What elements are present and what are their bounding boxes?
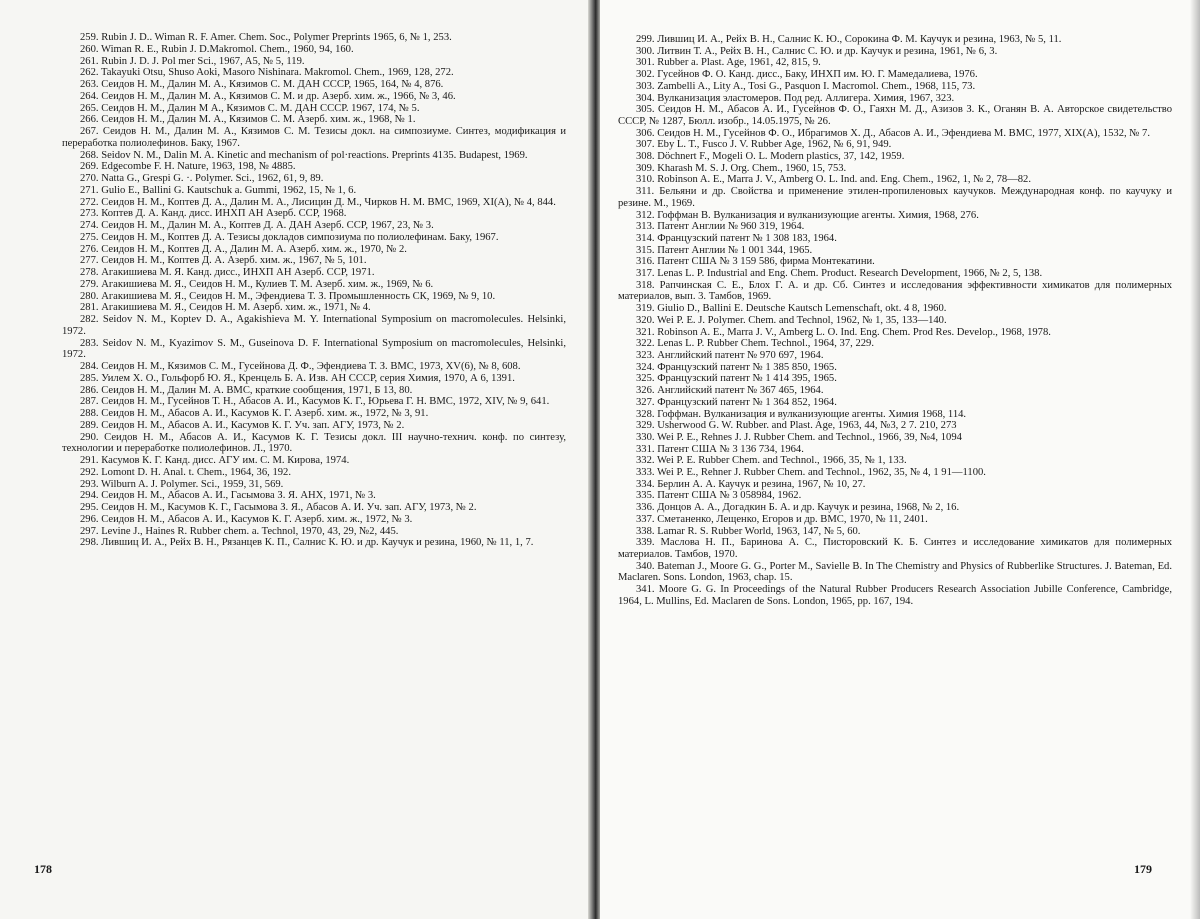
reference-entry: 339. Маслова Н. П., Баринова А. С., Писторовский К. Б. Синтез и исследование химикатов для полимерных материалов. Тамбов, 1970. (618, 537, 1172, 560)
reference-entry: 298. Лившиц И. А., Рейх В. Н., Рязанцев К. П., Салнис К. Ю. и др. Каучук и резина, 1960, № 11, 1, 7. (80, 537, 534, 549)
right-page-number: 179 (1134, 862, 1152, 876)
reference-entry: 278. Агакишиева М. Я. Канд. дисс., ИНХП АН Азерб. ССР, 1971. (80, 267, 375, 278)
reference-entry: 259. Rubin J. D.. Wiman R. F. Amer. Chem. Soc., Polymer Preprints 1965, 6, № 1, 253. (80, 32, 452, 43)
left-page-number: 178 (34, 862, 52, 876)
reference-entry: 325. Французский патент № 1 414 395, 1965. (636, 373, 837, 385)
reference-entry: 334. Берлин А. А. Каучук и резина, 1967, № 10, 27. (636, 478, 866, 490)
reference-entry: 282. Seidov N. M., Koptev D. A., Agakishieva M. Y. International Symposium on macromolecules. Helsinki, 1972. (62, 314, 566, 337)
reference-entry: 331. Патент США № 3 136 734, 1964. (636, 443, 804, 455)
reference-entry: 333. Wei P. E., Rehner J. Rubber Chem. and Technol., 1962, 35, № 4, 1 91—1100. (636, 467, 986, 479)
reference-entry: 305. Сеидов Н. М., Абасов А. И., Гусейнов Ф. О., Гаяхн М. Д., Азизов З. К., Оганян В. А. Авторское свидетельство СССР, № 1287, Бюлл. изобр., 14.05.1975, № 26. (618, 104, 1172, 127)
reference-entry: 302. Гусейнов Ф. О. Канд. дисс., Баку, ИНХП им. Ю. Г. Мамедалиева, 1976. (636, 69, 978, 81)
reference-entry: 273. Коптев Д. А. Канд. дисс. ИНХП АН Азерб. ССР, 1968. (80, 208, 347, 220)
reference-entry: 289. Сеидов Н. М., Абасов А. И., Касумов К. Г. Уч. зап. АГУ, 1973, № 2. (80, 419, 405, 431)
reference-entry: 324. Французский патент № 1 385 850, 1965. (636, 361, 837, 373)
reference-entry: 264. Сеидов Н. М., Далин М. А., Кязимов С. М. и др. Азерб. хим. ж., 1966, № 3, 46. (80, 90, 456, 102)
reference-entry: 286. Сеидов Н. М., Далин М. А. ВМС, краткие сообщения, 1971, Б 13, 80. (80, 384, 413, 396)
reference-entry: 262. Takayuki Otsu, Shuso Aoki, Masoro Nishinara. Makromol. Chem., 1969, 128, 272. (80, 67, 454, 79)
reference-entry: 322. Lenas L. P. Rubber Chem. Technol., 1964, 37, 229. (636, 338, 874, 350)
reference-entry: 309. Kharash M. S. J. Org. Chem., 1960, 15, 753. (636, 162, 847, 174)
left-reference-list (62, 32, 566, 549)
reference-entry: 276. Сеидов Н. М., Коптев Д. А., Далин М. А. Азерб. хим. ж., 1970, № 2. (80, 243, 407, 255)
reference-entry: 272. Сеидов Н. М., Коптев Д. А., Далин М. А., Лисицин Д. М., Чирков Н. М. ВМС, 1969, XI(A), № 4, 844. (80, 196, 556, 208)
reference-entry: 290. Сеидов Н. М., Абасов А. И., Касумов К. Г. Тезисы докл. III научно-технич. конф. по синтезу, технологии и переработке полиолефинов. Л., 1970. (62, 431, 566, 455)
reference-entry: 267. Сеидов Н. М., Далин М. А., Кязимов С. М. Тезисы докл. на симпозиуме. Синтез, модификация и переработка полиолефинов. Баку, 1967. (62, 126, 566, 149)
reference-entry: 332. Wei P. E. Rubber Chem. and Technol., 1966, 35, № 1, 133. (636, 455, 907, 467)
reference-entry: 297. Levine J., Haines R. Rubber chem. a. Technol, 1970, 43, 29, №2, 445. (80, 525, 399, 537)
reference-entry: 268. Seidov N. M., Dalin M. A. Kinetic and mechanism of pol·reactions. Preprints 4135. Budapest, 1969. (80, 149, 528, 161)
reference-entry: 341. Moore G. G. In Proceedings of the Natural Rubber Producers Research Association Jubille Conference, Cambridge, 1964, L. Mullins, Ed. Maclaren de Sons. London, 1965, pp. 167, 194. (618, 584, 1172, 607)
reference-entry: 308. Döchnert F., Mogeli O. L. Modern plastics, 37, 142, 1959. (636, 151, 905, 163)
reference-entry: 337. Сметаненко, Лещенко, Егоров и др. ВМС, 1970, № 11, 2401. (636, 513, 928, 525)
reference-entry: 304. Вулканизация эластомеров. Под ред. Аллигера. Химия, 1967, 323. (636, 92, 955, 104)
reference-entry: 285. Уилем Х. О., Гольфорб Ю. Я., Кренцель Б. А. Изв. АН СССР, серия Химия, 1970, А 6, 1391. (80, 372, 515, 384)
reference-entry: 321. Robinson A. E., Marra J. V., Amberg L. O. Ind. Eng. Chem. Prod Res. Develop., 1968, 1978. (636, 326, 1051, 338)
reference-entry: 335. Патент США № 3 058984, 1962. (636, 490, 802, 502)
right-page (600, 0, 1200, 919)
reference-entry: 315. Патент Англии № 1 001 344, 1965. (636, 244, 813, 256)
reference-entry: 271. Gulio E., Ballini G. Kautschuk a. Gummi, 1962, 15, № 1, 6. (80, 184, 357, 196)
reference-entry: 288. Сеидов Н. М., Абасов А. И., Касумов К. Г. Азерб. хим. ж., 1972, № 3, 91. (80, 408, 429, 419)
reference-entry: 323. Английский патент № 970 697, 1964. (636, 349, 824, 361)
reference-entry: 317. Lenas L. P. Industrial and Eng. Chem. Product. Research Development, 1966, № 2, 5, 138. (636, 268, 1043, 280)
reference-entry: 316. Патент США № 3 159 586, фирма Монтекатини. (636, 256, 875, 268)
reference-entry: 327. Французский патент № 1 364 852, 1964. (636, 396, 837, 408)
reference-entry: 311. Бельяни и др. Свойства и применение этилен-пропиленовых каучуков. Международная конф. по каучуку и резине. М., 1969. (618, 186, 1172, 209)
reference-entry: 293. Wilburn A. J. Polymer. Sci., 1959, 31, 569. (80, 478, 284, 490)
reference-entry: 300. Литвин Т. А., Рейх В. Н., Салнис С. Ю. и др. Каучук и резина, 1961, № 6, 3. (636, 45, 998, 57)
reference-entry: 287. Сеидов Н. М., Гусейнов Т. Н., Абасов А. И., Касумов К. Г., Юрьева Г. Н. ВМС, 1972, XIV, № 9, 641. (80, 396, 550, 408)
reference-entry: 280. Агакишиева М. Я., Сеидов Н. М., Эфендиева Т. З. Промышленность СК, 1969, № 9, 10. (80, 290, 496, 302)
page-edge-shadow (1190, 0, 1200, 919)
reference-entry: 294. Сеидов Н. М., Абасов А. И., Гасымова З. Я. АНХ, 1971, № 3. (80, 490, 376, 502)
reference-entry: 274. Сеидов Н. М., Далин М. А., Коптев Д. А. ДАН Азерб. ССР, 1967, 23, № 3. (80, 220, 434, 231)
reference-entry: 265. Сеидов Н. М., Далин М А., Кязимов С. М. ДАН СССР. 1967, 174, № 5. (80, 102, 420, 114)
reference-entry: 277. Сеидов Н. М., Коптев Д. А. Азерб. хим. ж., 1967, № 5, 101. (80, 255, 367, 267)
reference-entry: 263. Сеидов Н. М., Далин М. А., Кязимов С. М. ДАН СССР, 1965, 164, № 4, 876. (80, 79, 444, 90)
reference-entry: 295. Сеидов Н. М., Касумов К. Г., Гасымова З. Я., Абасов А. И. Уч. зап. АГУ, 1973, № 2. (80, 502, 477, 513)
reference-entry: 336. Донцов А. А., Догадкин Б. А. и др. Каучук и резина, 1968, № 2, 16. (636, 502, 960, 514)
reference-entry: 312. Гоффман В. Вулканизация и вулканизующие агенты. Химия, 1968, 276. (636, 209, 979, 221)
reference-entry: 320. Wei P. E. J. Polymer. Chem. and Technol, 1962, № 1, 35, 133—140. (636, 314, 947, 326)
reference-entry: 340. Bateman J., Moore G. G., Porter M., Savielle B. In The Chemistry and Physics of Rubberlike Structures. J. Bateman, Ed. Maclaren. Sons. London, 1963, chap. 15. (618, 560, 1172, 584)
reference-entry: 328. Гоффман. Вулканизация и вулканизующие агенты. Химия 1968, 114. (636, 408, 967, 420)
reference-entry: 307. Eby L. T., Fusco J. V. Rubber Age, 1962, № 6, 91, 949. (636, 139, 892, 151)
reference-entry: 260. Wiman R. E., Rubin J. D.Makromol. Chem., 1960, 94, 160. (80, 43, 354, 55)
reference-entry: 269. Edgecombe F. H. Nature, 1963, 198, № 4885. (80, 161, 296, 173)
left-page (0, 0, 590, 919)
reference-entry: 306. Сеидов Н. М., Гусейнов Ф. О., Ибрагимов Х. Д., Абасов А. И., Эфендиева М. ВМС, 1977, XIX(A), 1532, № 7. (636, 127, 1150, 139)
reference-entry: 275. Сеидов Н. М., Коптев Д. А. Тезисы докладов симпозиума по полиолефинам. Баку, 1967. (80, 231, 499, 243)
reference-entry: 261. Rubin J. D. J. Pol mer Sci., 1967, A5, № 5, 119. (80, 55, 305, 67)
reference-entry: 270. Natta G., Grespi G. ·. Polymer. Sci., 1962, 61, 9, 89. (80, 173, 324, 184)
reference-entry: 326. Английский патент № 367 465, 1964. (636, 385, 824, 397)
reference-entry: 310. Robinson A. E., Marra J. V., Amberg O. L. Ind. and. Eng. Chem., 1962, 1, № 2, 78—82. (636, 174, 1031, 186)
reference-entry: 266. Сеидов Н. М., Далин М. А., Кязимов С. М. Азерб. хим. ж., 1968, № 1. (80, 114, 416, 126)
reference-entry: 279. Агакишиева М. Я., Сеидов Н. М., Кулиев Т. М. Азерб. хим. ж., 1969, № 6. (80, 278, 434, 290)
reference-entry: 284. Сеидов Н. М., Кязимов С. М., Гусейнова Д. Ф., Эфендиева Т. З. ВМС, 1973, XV(6), № 8, 608. (80, 361, 521, 372)
reference-entry: 313. Патент Англии № 960 319, 1964. (636, 221, 805, 233)
reference-entry: 296. Сеидов Н. М., Абасов А. И., Касумов К. Г. Азерб. хим. ж., 1972, № 3. (80, 513, 413, 525)
reference-entry: 330. Wei P. E., Rehnes J. J. Rubber Chem. and Technol., 1966, 39, №4, 1094 (636, 431, 962, 443)
right-reference-list (618, 34, 1172, 607)
reference-entry: 314. Французский патент № 1 308 183, 1964. (636, 232, 837, 244)
reference-entry: 291. Касумов К. Г. Канд. дисс. АГУ им. С. М. Кирова, 1974. (80, 455, 350, 466)
reference-entry: 329. Usherwood G. W. Rubber. and Plast. Age, 1963, 44, №3, 2 7. 210, 273 (636, 420, 957, 432)
reference-entry: 283. Seidov N. M., Kyazimov S. M., Guseinova D. F. International Symposium on macromolecules, Helsinki, 1972. (62, 337, 566, 361)
reference-entry: 281. Агакишиева М. Я., Сеидов Н. М. Азерб. хим. ж., 1971, № 4. (80, 302, 371, 314)
reference-entry: 299. Лившиц И. А., Рейх В. Н., Салнис К. Ю., Сорокина Ф. М. Каучук и резина, 1963, № 5, 11. (636, 34, 1062, 45)
reference-entry: 338. Lamar R. S. Rubber World, 1963, 147, № 5, 60. (636, 525, 861, 537)
reference-entry: 318. Рапчинская С. Е., Блох Г. А. и др. Сб. Синтез и исследования эффективности химикатов для полимерных материалов, вып. 3. Тамбов, 1969. (618, 279, 1172, 303)
reference-entry: 303. Zambelli A., Lity A., Tosi G., Pasquon I. Macromol. Chem., 1968, 115, 73. (636, 80, 976, 92)
reference-entry: 292. Lomont D. H. Anal. t. Chem., 1964, 36, 192. (80, 466, 291, 478)
reference-entry: 319. Giulio D., Ballini E. Deutsche Kautsch Lemenschaft, okt. 4 8, 1960. (636, 303, 947, 315)
reference-entry: 301. Rubber a. Plast. Age, 1961, 42, 815, 9. (636, 57, 821, 69)
